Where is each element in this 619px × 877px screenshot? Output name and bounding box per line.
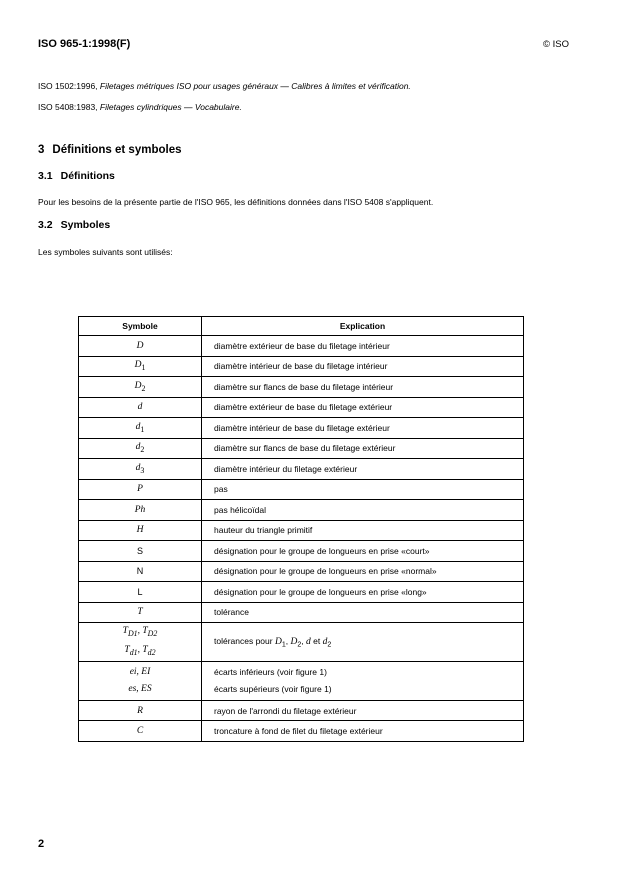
section-number: 3.2 (38, 219, 53, 231)
explanation-cell: désignation pour le groupe de longueurs en prise «court» (202, 541, 524, 562)
symbol-line: es, ES (128, 683, 152, 694)
symbol-base: T (124, 644, 130, 655)
symbol-cell (79, 500, 202, 521)
explanation-cell: désignation pour le groupe de longueurs en prise «normal» (202, 561, 524, 582)
explanation-cell: hauteur du triangle primitif (202, 520, 524, 541)
symbol-line (79, 623, 201, 642)
explanation-cell: diamètre sur flancs de base du filetage intérieur (202, 377, 524, 398)
symbol-cell (79, 582, 202, 603)
symbol-base: H (136, 525, 144, 536)
table-row (79, 700, 524, 721)
symbol-base: T (142, 644, 148, 655)
explanation-cell: diamètre intérieur du filetage extérieur (202, 459, 524, 480)
explanation-cell: rayon de l'arrondi du filetage extérieur (202, 700, 524, 721)
explanation-cell (202, 623, 524, 662)
symbol-base: T (137, 607, 143, 618)
symbol-cell (79, 377, 202, 398)
explanation-cell: désignation pour le groupe de longueurs en prise «long» (202, 582, 524, 603)
symbol-base: L (137, 586, 143, 597)
table-row (79, 602, 524, 623)
section-number: 3 (38, 144, 45, 156)
symbol-base: P (137, 484, 143, 495)
symbol-base: D (136, 340, 144, 351)
symbol-separator: , (137, 644, 143, 655)
symbol-base: d (135, 442, 141, 453)
page-number: 2 (38, 838, 45, 850)
symbol-cell (79, 397, 202, 418)
symbol-base: R (137, 705, 143, 716)
explanation-cell (202, 661, 524, 700)
inline-symbol: D (274, 636, 282, 647)
inline-separator: , (301, 635, 307, 646)
symbol-subscript: 2 (141, 383, 146, 393)
table-row (79, 520, 524, 541)
table-row (79, 377, 524, 398)
inline-symbol: d (322, 636, 328, 647)
symbol-subscript: D2 (147, 628, 158, 638)
inline-symbol: d (306, 636, 311, 647)
symbol-cell (79, 438, 202, 459)
definitions-paragraph: Pour les besoins de la présente partie de l'ISO 965, les définitions données dans l'ISO 5408 s'appliquent. (38, 197, 434, 207)
document-standard-id: ISO 965-1:1998(F) (38, 38, 131, 50)
inline-subscript: 2 (327, 640, 332, 649)
symbol-cell (79, 561, 202, 582)
symbol-subscript: 1 (140, 424, 145, 434)
symbol-cell (79, 356, 202, 377)
reference-iso-1502 (38, 81, 411, 91)
symbol-cell (79, 459, 202, 480)
table-row-deviations (79, 661, 524, 700)
symbols-table (78, 316, 524, 742)
symbol-base: d (135, 421, 141, 432)
symbol-cell (79, 623, 202, 662)
symbol-subscript: 3 (140, 465, 145, 475)
explanation-cell: diamètre extérieur de base du filetage intérieur (202, 336, 524, 357)
inline-subscript: 1 (281, 640, 286, 649)
explanation-cell: diamètre intérieur de base du filetage intérieur (202, 356, 524, 377)
symbol-subscript: d2 (147, 647, 156, 657)
table-row (79, 500, 524, 521)
symbol-base: S (136, 545, 143, 556)
symbol-line: ei, EI (129, 666, 151, 677)
symbol-cell (79, 520, 202, 541)
explanation-text: tolérances pour (214, 635, 275, 646)
symbol-base: Ph (134, 504, 146, 515)
table-row (79, 459, 524, 480)
column-header-explanation: Explication (202, 317, 524, 336)
symbols-intro-paragraph: Les symboles suivants sont utilisés: (38, 247, 173, 257)
section-title: Symboles (60, 219, 111, 231)
section-3-1-heading (38, 170, 115, 182)
table-row (79, 479, 524, 500)
table-header-row (79, 317, 524, 336)
symbol-subscript: d1 (129, 647, 138, 657)
reference-code: ISO 5408:1983, (38, 102, 98, 112)
inline-conjunction: et (310, 635, 323, 646)
inline-separator: , (285, 635, 291, 646)
reference-title: Filetages cylindriques — Vocabulaire. (99, 102, 242, 112)
symbol-base: d (135, 462, 141, 473)
reference-iso-5408 (38, 102, 242, 112)
table-row (79, 541, 524, 562)
explanation-cell: diamètre sur flancs de base du filetage extérieur (202, 438, 524, 459)
section-3-heading (38, 144, 182, 156)
table-row (79, 582, 524, 603)
symbol-base: T (122, 626, 128, 636)
table-row (79, 721, 524, 742)
symbol-cell (79, 479, 202, 500)
symbol-separator: , (137, 626, 143, 636)
symbol-base: N (136, 566, 144, 577)
symbol-cell (79, 721, 202, 742)
table-row (79, 418, 524, 439)
symbol-subscript: D1 (127, 628, 138, 638)
symbol-subscript: 2 (140, 445, 145, 455)
table-row (79, 438, 524, 459)
symbol-base: D (134, 360, 142, 371)
explanation-cell: diamètre intérieur de base du filetage extérieur (202, 418, 524, 439)
explanation-cell: diamètre extérieur de base du filetage extérieur (202, 397, 524, 418)
symbol-base: C (136, 726, 144, 737)
table-row-tolerances (79, 623, 524, 662)
symbol-cell (79, 336, 202, 357)
explanation-cell: troncature à fond de filet du filetage extérieur (202, 721, 524, 742)
symbol-cell (79, 602, 202, 623)
table-row (79, 397, 524, 418)
table-row (79, 336, 524, 357)
table-row (79, 561, 524, 582)
section-title: Définitions et symboles (52, 144, 182, 156)
symbol-base: d (137, 402, 143, 413)
explanation-cell: pas (202, 479, 524, 500)
symbol-cell (79, 418, 202, 439)
inline-subscript: 2 (297, 640, 302, 649)
symbol-base: T (142, 626, 148, 636)
explanation-cell: tolérance (202, 602, 524, 623)
reference-code: ISO 1502:1996, (38, 81, 98, 91)
copyright-iso: © ISO (542, 39, 569, 50)
symbol-cell (79, 541, 202, 562)
inline-symbol: D (290, 636, 298, 647)
section-3-2-heading (38, 219, 110, 231)
reference-title: Filetages métriques ISO pour usages généraux — Calibres à limites et vérification. (99, 81, 411, 91)
symbol-cell (79, 661, 202, 700)
symbol-line (79, 642, 201, 661)
explanation-cell: pas hélicoïdal (202, 500, 524, 521)
section-number: 3.1 (38, 170, 53, 182)
section-title: Définitions (60, 170, 115, 182)
explanation-line: écarts inférieurs (voir figure 1) (214, 666, 327, 677)
column-header-symbol: Symbole (79, 317, 202, 336)
explanation-line: écarts supérieurs (voir figure 1) (214, 683, 332, 694)
symbol-cell (79, 700, 202, 721)
table-row (79, 356, 524, 377)
symbol-base: D (134, 380, 142, 391)
symbol-subscript: 1 (141, 363, 146, 373)
